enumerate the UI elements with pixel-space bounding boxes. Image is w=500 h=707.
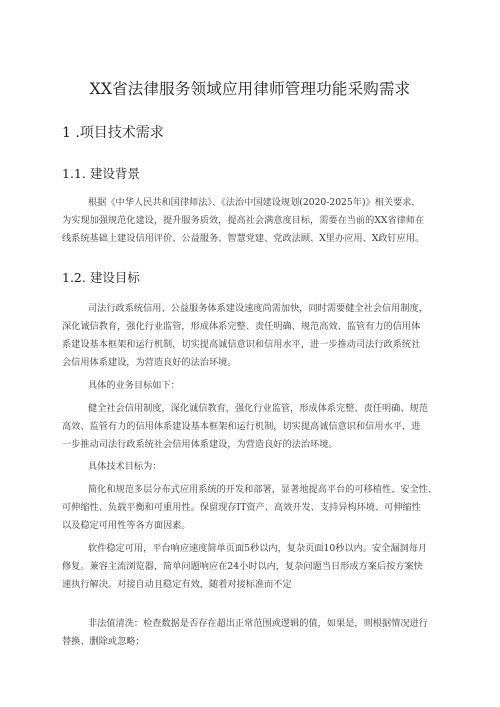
technical-goals-line: 简化和规范多层分布式应用系统的开发和部署，显著地提高平台的可移植性、安全性、 bbox=[88, 484, 438, 495]
business-goals-label: 具体的业务目标如下： bbox=[88, 380, 180, 391]
background-line: 线系统基础上建设信用评价、公益服务、智慧党建、党政法顾、X里办应用、X政钉应用。 bbox=[62, 233, 425, 244]
data-cleaning-line: 替换、删除或忽略； bbox=[62, 636, 145, 647]
goals-line: 会信用体系建设，为营造良好的法治环境。 bbox=[62, 357, 237, 368]
technical-goals-line: 以及稳定可用性等各方面因素。 bbox=[62, 520, 191, 531]
document-title: XX省法律服务领域应用律师管理功能采购需求 bbox=[89, 80, 411, 98]
business-goals-line: 高效、监管有力的信用体系建设基本框架和运行机制，切实提高诚信意识和信用水平，进 bbox=[62, 421, 421, 432]
performance-line: 速执行解决。对接自动且稳定有效，随着对接标准而不定 bbox=[62, 579, 292, 590]
technical-goals-label: 具体技术目标为： bbox=[88, 461, 162, 472]
goals-line: 司法行政系统信用、公益服务体系建设速度尚需加快，同时需要健全社会信用制度， bbox=[88, 303, 428, 314]
section-heading-technical-requirements: 1 .项目技术需求 bbox=[62, 125, 164, 141]
background-line: 根据《中华人民共和国律师法》、《法治中国建设规划(2020-2025年)》相关要求， bbox=[88, 197, 421, 208]
subsection-heading-background: 1.1. 建设背景 bbox=[62, 166, 140, 181]
performance-line: 软件稳定可用，平台响应速度简单页面5秒以内，复杂页面10秒以内。安全漏洞每月 bbox=[88, 543, 428, 554]
data-cleaning-line: 非法值清洗：检查数据是否存在超出正常范围或逻辑的值，如果是，则根据情况进行 bbox=[88, 618, 428, 629]
goals-line: 深化诚信教育，强化行业监管，形成体系完整、责任明确、规范高效、监管有力的信用体 bbox=[62, 321, 421, 332]
subsection-heading-goals: 1.2. 建设目标 bbox=[62, 270, 140, 285]
technical-goals-line: 可伸缩性、负载平衡和可重用性。保留现存IT资产、高效开发、支持异构环境、可伸缩性 bbox=[62, 502, 421, 513]
performance-line: 修复。兼容主流浏览器，简单问题响应在24小时以内，复杂问题当日形成方案后按方案快 bbox=[62, 561, 423, 572]
business-goals-line: 健全社会信用制度，深化诚信教育，强化行业监管，形成体系完整、责任明确、规范 bbox=[88, 403, 428, 414]
background-line: 为实现加强规范化建设，提升服务质效，提高社会满意度目标，需要在当前的XX省律师在 bbox=[62, 215, 425, 226]
goals-line: 系建设基本框架和运行机制，切实提高诚信意识和信用水平，进一步推动司法行政系统社 bbox=[62, 339, 421, 350]
business-goals-line: 一步推动司法行政系统社会信用体系建设，为营造良好的法治环境。 bbox=[62, 439, 338, 450]
